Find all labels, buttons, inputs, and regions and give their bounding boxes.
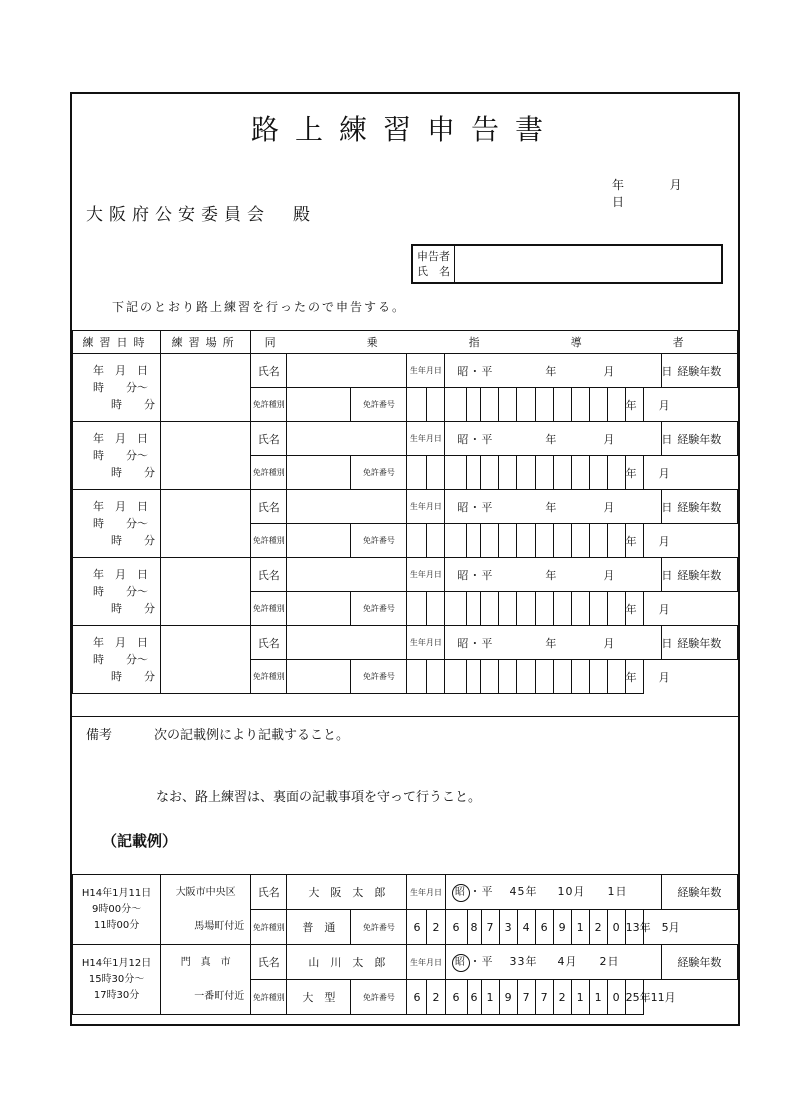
example-place2: 馬場町付近 bbox=[194, 920, 245, 932]
era-label: 昭・平 bbox=[457, 568, 494, 582]
license-digit-cell[interactable] bbox=[427, 388, 445, 422]
declarant-label-line2: 氏 名 bbox=[417, 265, 450, 278]
license-type-label: 免許種別 bbox=[251, 592, 287, 626]
example-name: 山 川 太 郎 bbox=[287, 945, 407, 980]
birth-month-label: 月 bbox=[603, 568, 616, 582]
experience-label: 経験年数 bbox=[661, 626, 737, 660]
exp-month-label: 月 bbox=[658, 670, 670, 684]
birth-label: 生年月日 bbox=[407, 490, 445, 524]
example-date1: H14年1月12日 bbox=[81, 957, 152, 969]
birth-label: 生年月日 bbox=[407, 626, 445, 660]
name-label: 氏名 bbox=[251, 422, 287, 456]
license-digit-cell[interactable] bbox=[571, 660, 589, 694]
datetime-line1: 年 月 日 bbox=[93, 568, 148, 581]
license-digit-cell[interactable] bbox=[427, 592, 445, 626]
license-digit-cell[interactable] bbox=[445, 524, 467, 558]
datetime-line3: 時 分 bbox=[111, 670, 155, 683]
example-license-digit: 4 bbox=[517, 910, 535, 945]
license-digit-cell[interactable] bbox=[553, 660, 571, 694]
birth-day-label: 日 bbox=[661, 364, 674, 378]
license-type-field[interactable] bbox=[287, 388, 351, 422]
era-label: 昭・平 bbox=[457, 636, 494, 650]
license-digit-cell[interactable] bbox=[571, 456, 589, 490]
license-digit-cell[interactable] bbox=[499, 592, 517, 626]
license-digit-cell[interactable] bbox=[481, 388, 499, 422]
birth-month-label: 月 bbox=[603, 432, 616, 446]
license-digit-cell[interactable] bbox=[553, 456, 571, 490]
example-license-digit: 6 bbox=[445, 980, 467, 1015]
form-frame bbox=[70, 92, 740, 1026]
license-digit-cell[interactable] bbox=[445, 388, 467, 422]
example-row bbox=[73, 945, 738, 980]
era-label: 昭・平 bbox=[457, 432, 494, 446]
license-digit-cell[interactable] bbox=[535, 660, 553, 694]
license-type-field[interactable] bbox=[287, 524, 351, 558]
example-license-digit: 1 bbox=[571, 910, 589, 945]
table-header-row bbox=[73, 331, 738, 354]
practice-datetime[interactable] bbox=[73, 558, 161, 626]
birth-month-label: 月 bbox=[603, 636, 616, 650]
instructor-name-field[interactable] bbox=[287, 490, 407, 524]
instructor-name-field[interactable] bbox=[287, 354, 407, 388]
example-license-digit: 7 bbox=[517, 980, 535, 1015]
example-datetime bbox=[73, 875, 161, 945]
example-place1: 大阪市中央区 bbox=[175, 886, 236, 898]
license-digit-cell[interactable] bbox=[407, 456, 427, 490]
license-digit-cell[interactable] bbox=[427, 660, 445, 694]
addressee: 大阪府公安委員会 殿 bbox=[86, 205, 316, 225]
example-table bbox=[72, 874, 738, 1015]
example-birth-month: 4月 bbox=[557, 954, 578, 968]
declarant-label bbox=[413, 246, 455, 282]
birth-year-label: 年 bbox=[545, 568, 558, 582]
example-license-type: 普 通 bbox=[287, 910, 351, 945]
practice-place[interactable] bbox=[161, 354, 251, 422]
experience-label: 経験年数 bbox=[661, 875, 737, 910]
datetime-line1: 年 月 日 bbox=[93, 500, 148, 513]
birth-label: 生年月日 bbox=[407, 945, 445, 980]
experience-label: 経験年数 bbox=[661, 422, 737, 456]
birth-label: 生年月日 bbox=[407, 422, 445, 456]
practice-row bbox=[73, 626, 738, 660]
example-license-digit: 9 bbox=[553, 910, 571, 945]
example-license-digit: 2 bbox=[553, 980, 571, 1015]
license-no-label: 免許番号 bbox=[351, 910, 407, 945]
birth-year-label: 年 bbox=[545, 636, 558, 650]
birth-date-field[interactable] bbox=[445, 558, 674, 592]
era-rest: ・平 bbox=[469, 884, 494, 898]
license-digit-cell[interactable] bbox=[571, 524, 589, 558]
example-datetime bbox=[73, 945, 161, 1015]
example-birth-day: 1日 bbox=[607, 884, 628, 898]
datetime-line1: 年 月 日 bbox=[93, 432, 148, 445]
name-label: 氏名 bbox=[251, 945, 287, 980]
era-label: 昭・平 bbox=[457, 500, 494, 514]
birth-month-label: 月 bbox=[603, 500, 616, 514]
license-digit-cell[interactable] bbox=[517, 388, 535, 422]
example-birth-year: 33年 bbox=[509, 954, 538, 968]
table-rows bbox=[73, 354, 738, 694]
declarant-label-line1: 申告者 bbox=[417, 250, 450, 263]
license-digit-cell[interactable] bbox=[589, 660, 607, 694]
birth-day-label: 日 bbox=[661, 500, 674, 514]
exp-year-label: 年 bbox=[625, 670, 637, 684]
license-type-label: 免許種別 bbox=[251, 456, 287, 490]
date-line bbox=[612, 176, 738, 210]
license-digit-cell[interactable] bbox=[445, 456, 467, 490]
datetime-line2: 時 分～ bbox=[93, 381, 148, 394]
license-digit-cell[interactable] bbox=[535, 388, 553, 422]
license-digit-cell[interactable] bbox=[407, 388, 427, 422]
experience-label: 経験年数 bbox=[661, 945, 737, 980]
license-no-label: 免許番号 bbox=[351, 592, 407, 626]
license-digit-cell[interactable] bbox=[553, 388, 571, 422]
header-date: 練習日時 bbox=[73, 331, 161, 354]
header-instructor: 同 乗 指 導 者 bbox=[251, 331, 738, 354]
license-digit-cell[interactable] bbox=[535, 456, 553, 490]
exp-year-label: 年 bbox=[625, 466, 637, 480]
instructor-name-field[interactable] bbox=[287, 626, 407, 660]
birth-day-label: 日 bbox=[661, 636, 674, 650]
datetime-line3: 時 分 bbox=[111, 602, 155, 615]
example-license-digit: 9 bbox=[499, 980, 517, 1015]
license-digit-cell[interactable] bbox=[589, 388, 607, 422]
date-day-label: 日 bbox=[612, 195, 625, 209]
license-digit-cell[interactable] bbox=[607, 524, 625, 558]
exp-month-label: 月 bbox=[658, 466, 670, 480]
license-type-field[interactable] bbox=[287, 592, 351, 626]
license-digit-cell[interactable] bbox=[445, 592, 467, 626]
experience-label: 経験年数 bbox=[661, 354, 737, 388]
license-digit-cell[interactable] bbox=[445, 660, 467, 694]
datetime-line2: 時 分～ bbox=[93, 653, 148, 666]
license-digit-cell[interactable] bbox=[607, 388, 625, 422]
example-date2: 9時00分～ bbox=[92, 903, 142, 915]
name-label: 氏名 bbox=[251, 354, 287, 388]
example-row bbox=[73, 875, 738, 910]
example-date3: 11時00分 bbox=[93, 919, 140, 931]
experience-field[interactable] bbox=[625, 456, 670, 490]
license-no-label: 免許番号 bbox=[351, 388, 407, 422]
example-birth-year: 45年 bbox=[509, 884, 538, 898]
license-digit-cell[interactable] bbox=[571, 388, 589, 422]
example-license-digit: 6 bbox=[535, 910, 553, 945]
example-license-digit: 1 bbox=[481, 980, 499, 1015]
exp-year-label: 年 bbox=[625, 602, 637, 616]
practice-datetime[interactable] bbox=[73, 354, 161, 422]
practice-row bbox=[73, 558, 738, 592]
license-digit-cell[interactable] bbox=[481, 456, 499, 490]
license-digit-cell[interactable] bbox=[607, 592, 625, 626]
name-label: 氏名 bbox=[251, 558, 287, 592]
license-digit-cell[interactable] bbox=[467, 456, 481, 490]
datetime-line2: 時 分～ bbox=[93, 517, 148, 530]
example-license-digit: 6 bbox=[445, 910, 467, 945]
example-license-digit: 3 bbox=[499, 910, 517, 945]
name-label: 氏名 bbox=[251, 490, 287, 524]
experience-field[interactable] bbox=[625, 660, 670, 694]
date-year-label: 年 bbox=[612, 178, 625, 192]
birth-month-label: 月 bbox=[603, 364, 616, 378]
example-date1: H14年1月11日 bbox=[81, 887, 152, 899]
license-digit-cell[interactable] bbox=[517, 456, 535, 490]
example-label: （記載例） bbox=[102, 832, 178, 850]
license-digit-cell[interactable] bbox=[517, 524, 535, 558]
example-birth-date bbox=[445, 875, 661, 910]
license-digit-cell[interactable] bbox=[589, 524, 607, 558]
remarks-label: 備考 bbox=[86, 728, 113, 743]
practice-place[interactable] bbox=[161, 558, 251, 626]
license-digit-cell[interactable] bbox=[407, 524, 427, 558]
license-type-label: 免許種別 bbox=[251, 660, 287, 694]
name-label: 氏名 bbox=[251, 875, 287, 910]
experience-label: 経験年数 bbox=[661, 490, 737, 524]
birth-date-field[interactable] bbox=[445, 422, 674, 456]
remarks-divider bbox=[72, 716, 738, 717]
era-circle-mark: 昭 bbox=[452, 954, 470, 972]
example-birth-month: 10月 bbox=[557, 884, 586, 898]
example-name: 大 阪 太 郎 bbox=[287, 875, 407, 910]
license-digit-cell[interactable] bbox=[589, 456, 607, 490]
license-type-label: 免許種別 bbox=[251, 388, 287, 422]
datetime-line3: 時 分 bbox=[111, 398, 155, 411]
practice-datetime[interactable] bbox=[73, 490, 161, 558]
example-date3: 17時30分 bbox=[93, 989, 140, 1001]
license-type-label: 免許種別 bbox=[251, 524, 287, 558]
experience-field[interactable] bbox=[625, 524, 670, 558]
declarant-name-field[interactable] bbox=[457, 248, 717, 280]
example-experience: 25年11月 bbox=[625, 980, 643, 1015]
example-license-digit: 2 bbox=[427, 980, 445, 1015]
experience-field[interactable] bbox=[625, 388, 670, 422]
declarant-box bbox=[411, 244, 723, 284]
practice-place[interactable] bbox=[161, 626, 251, 694]
license-digit-cell[interactable] bbox=[467, 592, 481, 626]
license-digit-cell[interactable] bbox=[589, 592, 607, 626]
license-digit-cell[interactable] bbox=[407, 660, 427, 694]
datetime-line1: 年 月 日 bbox=[93, 364, 148, 377]
example-license-digit: 7 bbox=[481, 910, 499, 945]
license-digit-cell[interactable] bbox=[535, 524, 553, 558]
exp-month-label: 月 bbox=[658, 398, 670, 412]
experience-label: 経験年数 bbox=[661, 558, 737, 592]
date-month-label: 月 bbox=[669, 178, 682, 192]
license-digit-cell[interactable] bbox=[499, 524, 517, 558]
license-digit-cell[interactable] bbox=[427, 456, 445, 490]
birth-year-label: 年 bbox=[545, 432, 558, 446]
practice-datetime[interactable] bbox=[73, 626, 161, 694]
example-license-digit: 6 bbox=[407, 980, 427, 1015]
license-digit-cell[interactable] bbox=[607, 456, 625, 490]
license-digit-cell[interactable] bbox=[553, 592, 571, 626]
license-no-label: 免許番号 bbox=[351, 524, 407, 558]
exp-month-label: 月 bbox=[658, 534, 670, 548]
example-place2: 一番町付近 bbox=[194, 990, 245, 1002]
birth-date-field[interactable] bbox=[445, 626, 674, 660]
example-license-digit: 1 bbox=[589, 980, 607, 1015]
example-license-digit: 7 bbox=[535, 980, 553, 1015]
license-digit-cell[interactable] bbox=[481, 660, 499, 694]
example-license-digit: 0 bbox=[607, 980, 625, 1015]
example-license-digit: 1 bbox=[571, 980, 589, 1015]
license-digit-cell[interactable] bbox=[517, 592, 535, 626]
license-digit-cell[interactable] bbox=[553, 524, 571, 558]
datetime-line3: 時 分 bbox=[111, 534, 155, 547]
license-digit-cell[interactable] bbox=[499, 388, 517, 422]
practice-place[interactable] bbox=[161, 490, 251, 558]
license-type-label: 免許種別 bbox=[251, 980, 287, 1015]
license-digit-cell[interactable] bbox=[481, 592, 499, 626]
exp-year-label: 年 bbox=[625, 534, 637, 548]
example-place1: 門 真 市 bbox=[180, 956, 231, 968]
license-digit-cell[interactable] bbox=[467, 660, 481, 694]
example-experience: 13年 5月 bbox=[625, 910, 643, 945]
example-date2: 15時30分～ bbox=[88, 973, 145, 985]
birth-day-label: 日 bbox=[661, 432, 674, 446]
datetime-line3: 時 分 bbox=[111, 466, 155, 479]
example-rows bbox=[73, 875, 738, 1015]
form-title: 路上練習申告書 bbox=[250, 113, 559, 146]
instructor-name-field[interactable] bbox=[287, 422, 407, 456]
practice-place[interactable] bbox=[161, 422, 251, 490]
license-no-label: 免許番号 bbox=[351, 660, 407, 694]
example-license-digit: 6 bbox=[467, 980, 481, 1015]
instructor-name-field[interactable] bbox=[287, 558, 407, 592]
license-type-label: 免許種別 bbox=[251, 910, 287, 945]
license-digit-cell[interactable] bbox=[467, 388, 481, 422]
era-circle-mark: 昭 bbox=[452, 884, 470, 902]
birth-label: 生年月日 bbox=[407, 558, 445, 592]
example-license-digit: 2 bbox=[589, 910, 607, 945]
practice-row bbox=[73, 490, 738, 524]
example-license-digit: 6 bbox=[407, 910, 427, 945]
example-place bbox=[161, 945, 251, 1015]
practice-row bbox=[73, 422, 738, 456]
birth-day-label: 日 bbox=[661, 568, 674, 582]
experience-field[interactable] bbox=[625, 592, 670, 626]
intro-text: 下記のとおり路上練習を行ったので申告する。 bbox=[112, 300, 407, 314]
example-birth-date bbox=[445, 945, 661, 980]
birth-year-label: 年 bbox=[545, 500, 558, 514]
license-digit-cell[interactable] bbox=[499, 456, 517, 490]
exp-month-label: 月 bbox=[658, 602, 670, 616]
datetime-line2: 時 分～ bbox=[93, 585, 148, 598]
example-license-digit: 8 bbox=[467, 910, 481, 945]
birth-year-label: 年 bbox=[545, 364, 558, 378]
license-no-label: 免許番号 bbox=[351, 980, 407, 1015]
birth-date-field[interactable] bbox=[445, 490, 674, 524]
header-place: 練習場所 bbox=[161, 331, 251, 354]
license-digit-cell[interactable] bbox=[499, 660, 517, 694]
license-digit-cell[interactable] bbox=[467, 524, 481, 558]
license-digit-cell[interactable] bbox=[481, 524, 499, 558]
exp-year-label: 年 bbox=[625, 398, 637, 412]
practice-datetime[interactable] bbox=[73, 422, 161, 490]
era-label: 昭・平 bbox=[457, 364, 494, 378]
license-type-field[interactable] bbox=[287, 456, 351, 490]
license-digit-cell[interactable] bbox=[571, 592, 589, 626]
example-birth-day: 2日 bbox=[599, 954, 620, 968]
datetime-line2: 時 分～ bbox=[93, 449, 148, 462]
birth-label: 生年月日 bbox=[407, 354, 445, 388]
license-no-label: 免許番号 bbox=[351, 456, 407, 490]
era-rest: ・平 bbox=[469, 954, 494, 968]
license-digit-cell[interactable] bbox=[607, 660, 625, 694]
license-digit-cell[interactable] bbox=[407, 592, 427, 626]
remarks-text-2: なお、路上練習は、裏面の記載事項を守って行うこと。 bbox=[156, 790, 482, 805]
license-digit-cell[interactable] bbox=[535, 592, 553, 626]
license-type-field[interactable] bbox=[287, 660, 351, 694]
practice-table bbox=[72, 330, 738, 694]
example-license-digit: 0 bbox=[607, 910, 625, 945]
license-digit-cell[interactable] bbox=[517, 660, 535, 694]
birth-label: 生年月日 bbox=[407, 875, 445, 910]
license-digit-cell[interactable] bbox=[427, 524, 445, 558]
datetime-line1: 年 月 日 bbox=[93, 636, 148, 649]
example-place bbox=[161, 875, 251, 945]
example-license-digit: 2 bbox=[427, 910, 445, 945]
example-license-type: 大 型 bbox=[287, 980, 351, 1015]
remarks-text-1: 次の記載例により記載すること。 bbox=[154, 728, 350, 743]
birth-date-field[interactable] bbox=[445, 354, 674, 388]
name-label: 氏名 bbox=[251, 626, 287, 660]
practice-row bbox=[73, 354, 738, 388]
